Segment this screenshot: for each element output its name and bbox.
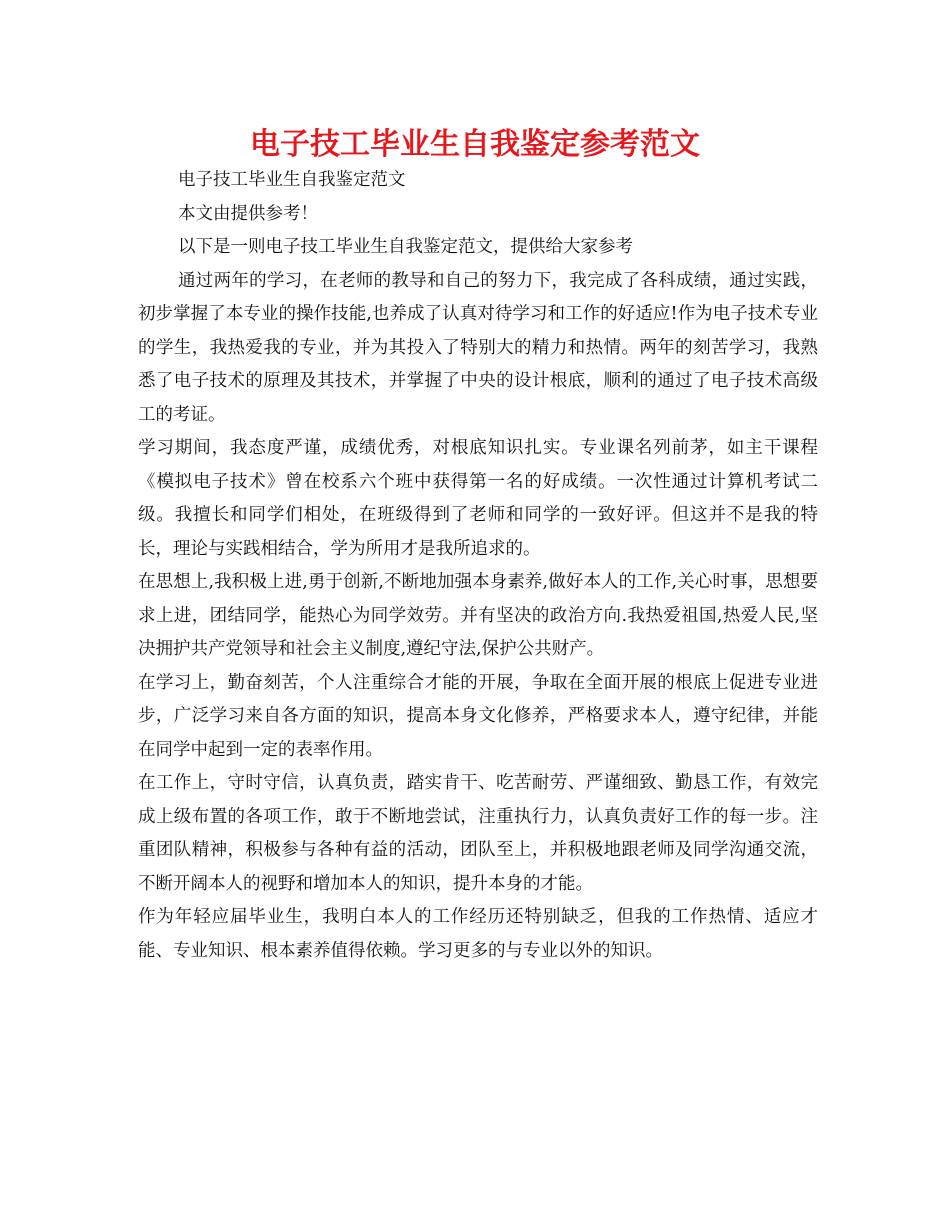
source-note-paragraph: 本文由提供参考！ xyxy=(178,203,318,224)
ideology-paragraph: 在思想上,我积极上进,勇于创新,不断地加强本身素养,做好本人的工作,关心时事，思想要求上进，团结同学，能热心为同学效劳。并有坚决的政治方向.我热爱祖国,热爱人民,坚决拥护共产党领导和社会主义制度,遵纪守法,保护公共财产。 xyxy=(138,572,818,659)
study-summary-paragraph: 通过两年的学习，在老师的教导和自己的努力下，我完成了各科成绩，通过实践，初步掌握了本专业的操作技能,也养成了认真对待学习和工作的好适应!作为电子技术专业的学生，我热爱我的专业，并为其投入了特别大的精力和热情。两年的刻苦学习，我熟悉了电子技术的原理及其技术，并掌握了中央的设计根底，顺利的通过了电子技术高级工的考证。 xyxy=(138,270,818,425)
work-paragraph: 在工作上，守时守信，认真负责，踏实肯干、吃苦耐劳、严谨细致、勤恳工作，有效完成上级布置的各项工作，敢于不断地尝试，注重执行力，认真负责好工作的每一步。注重团队精神，积极参与各种有益的活动，团队至上，并积极地跟老师及同学沟通交流，不断开阔本人的视野和增加本人的知识，提升本身的才能。 xyxy=(138,773,818,894)
document-title: 电子技工毕业生自我鉴定参考范文 xyxy=(250,127,700,162)
study-period-paragraph: 学习期间，我态度严谨，成绩优秀，对根底知识扎实。专业课名列前茅，如主干课程《模拟电子技术》曾在校系六个班中获得第一名的好成绩。一次性通过计算机考试二级。我擅长和同学们相处，在班级得到了老师和同学的一致好评。但这并不是我的特长，理论与实践相结合，学为所用才是我所追求的。 xyxy=(138,438,818,559)
conclusion-paragraph: 作为年轻应届毕业生，我明白本人的工作经历还特别缺乏，但我的工作热情、适应才能、专业知识、根本素养值得依赖。学习更多的与专业以外的知识。 xyxy=(138,907,818,961)
learning-paragraph: 在学习上，勤奋刻苦，个人注重综合才能的开展，争取在全面开展的根底上促进专业进步，广泛学习来自各方面的知识，提高本身文化修养，严格要求本人，遵守纪律，并能在同学中起到一定的表率作用。 xyxy=(138,672,818,760)
intro-paragraph: 以下是一则电子技工毕业生自我鉴定范文，提供给大家参考 xyxy=(178,237,633,257)
subtitle-paragraph: 电子技工毕业生自我鉴定范文 xyxy=(178,170,406,190)
document-body xyxy=(138,164,818,968)
